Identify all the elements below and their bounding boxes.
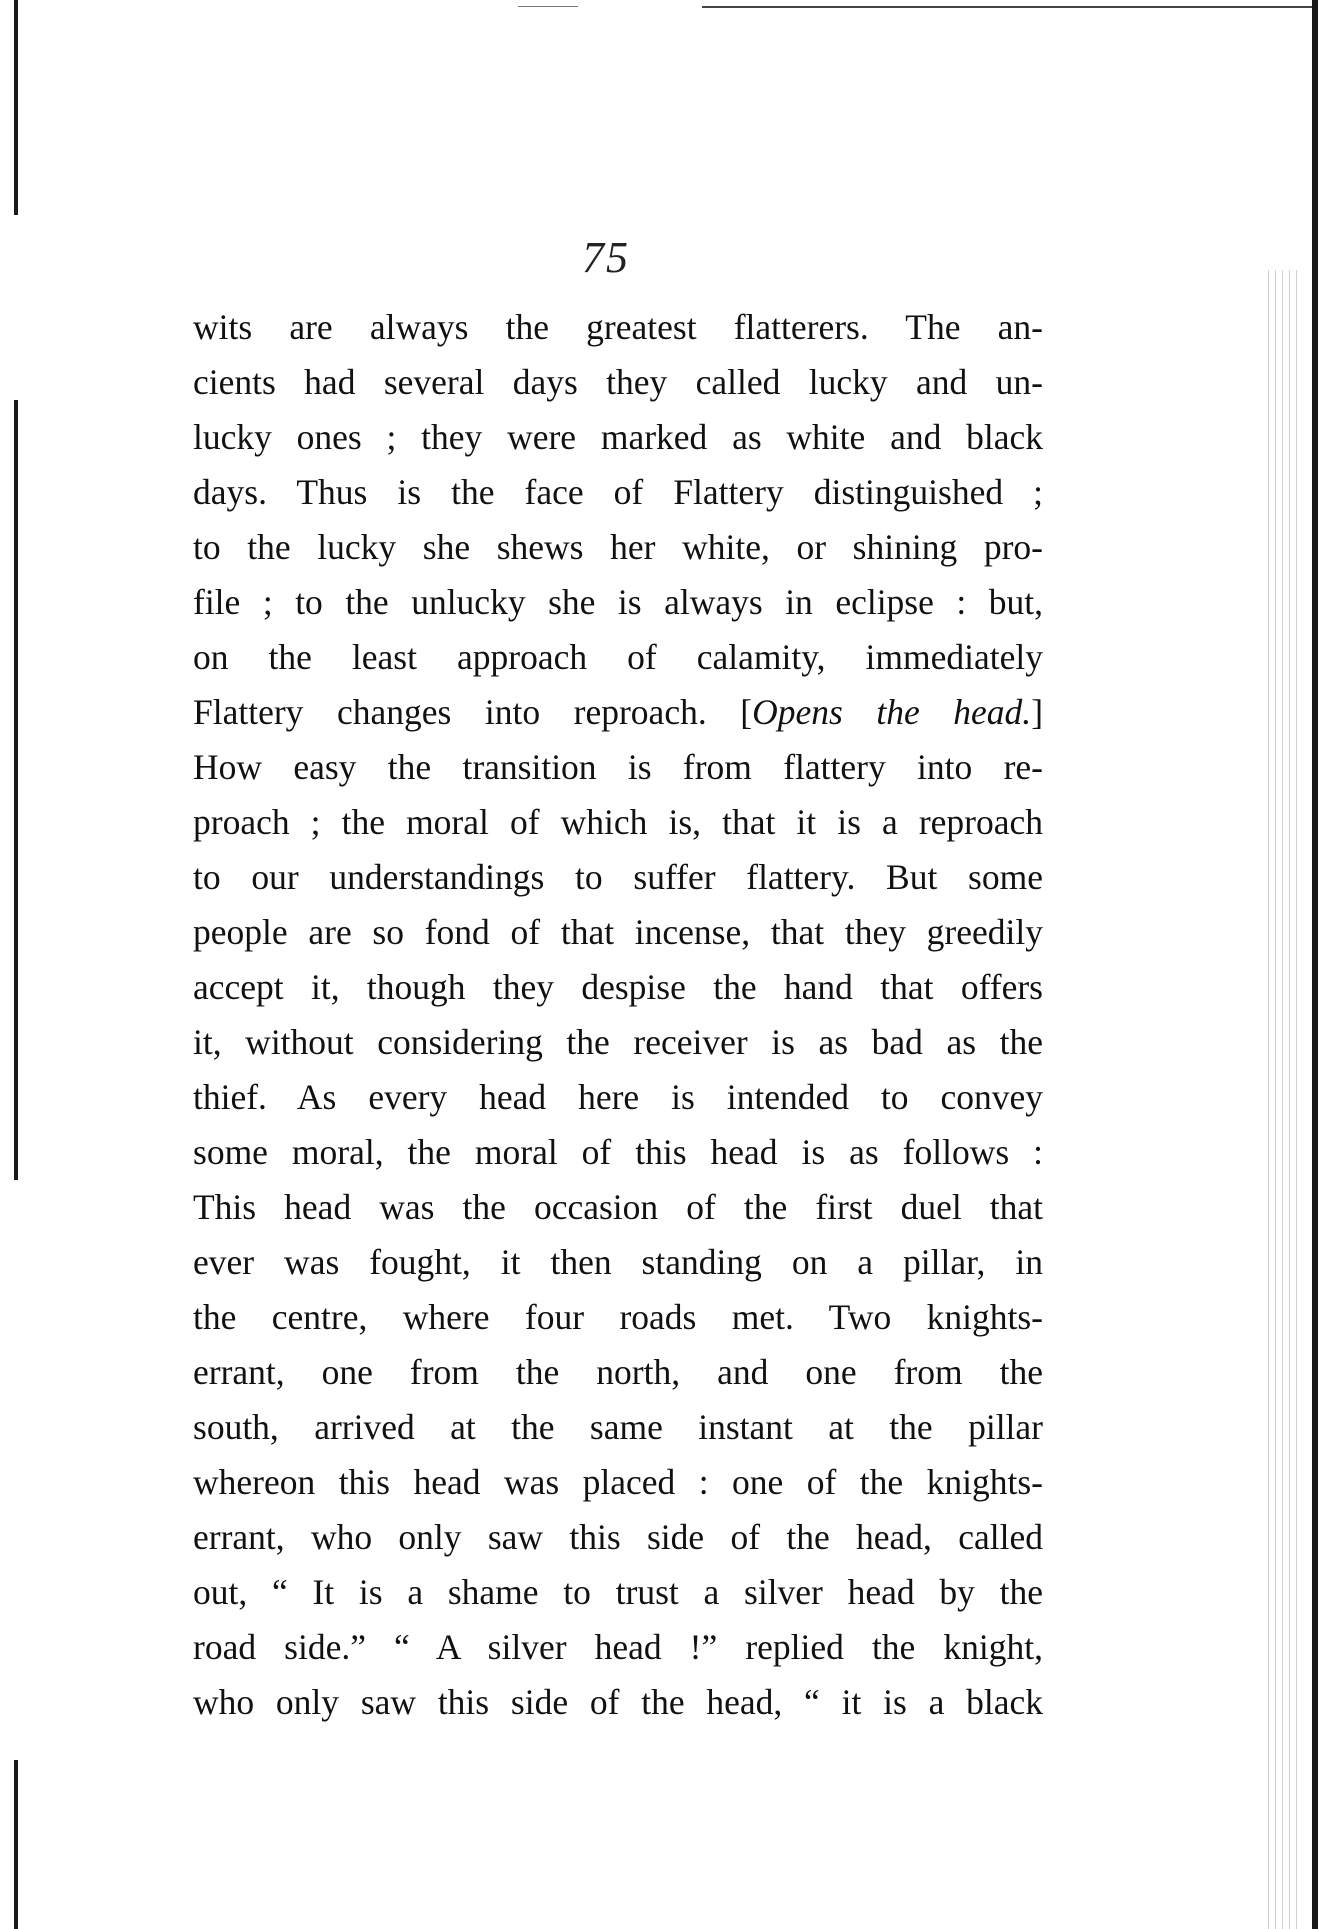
scan-edge-left-top xyxy=(14,0,18,215)
text-line: people are so fond of that incense, that they greedily xyxy=(193,912,1043,952)
text-line: days. Thus is the face of Flattery distinguished ; xyxy=(193,472,1043,512)
text-line: on the least approach of calamity, immediately xyxy=(193,637,1043,677)
text-line: the centre, where four roads met. Two knights- xyxy=(193,1297,1043,1337)
text-line: errant, who only saw this side of the head, called xyxy=(193,1517,1043,1557)
text-line: ever was fought, it then standing on a pillar, in xyxy=(193,1242,1043,1282)
scan-edge-left-bottom xyxy=(14,1760,18,1929)
text-line: wits are always the greatest flatterers. The an- xyxy=(193,307,1043,347)
text-line: How easy the transition is from flattery into re- xyxy=(193,747,1043,787)
scan-page-edge-lines xyxy=(1262,270,1302,1929)
text-line: out, “ It is a shame to trust a silver head by the xyxy=(193,1572,1043,1612)
scan-edge-right xyxy=(1312,0,1318,1929)
text-line: cients had several days they called lucky and un- xyxy=(193,362,1043,402)
text-line: file ; to the unlucky she is always in eclipse : but, xyxy=(193,582,1043,622)
text-line: to the lucky she shews her white, or shining pro- xyxy=(193,527,1043,567)
text-line: some moral, the moral of this head is as follows : xyxy=(193,1132,1043,1172)
text-line-stage-direction xyxy=(193,685,1043,740)
text-line: road side.” “ A silver head !” replied the knight, xyxy=(193,1627,1043,1667)
text-line: proach ; the moral of which is, that it is a reproach xyxy=(193,802,1043,842)
scan-edge-left-middle xyxy=(14,400,18,1180)
text-line: south, arrived at the same instant at the pillar xyxy=(193,1407,1043,1447)
text-line: This head was the occasion of the first duel that xyxy=(193,1187,1043,1227)
text-line: who only saw this side of the head, “ it is a black xyxy=(193,1682,1043,1722)
stage-direction: Opens the head. xyxy=(752,692,1032,732)
text-line: errant, one from the north, and one from the xyxy=(193,1352,1043,1392)
text-line: accept it, though they despise the hand that offers xyxy=(193,967,1043,1007)
text-line: whereon this head was placed : one of the knights- xyxy=(193,1462,1043,1502)
text-line: lucky ones ; they were marked as white and black xyxy=(193,417,1043,457)
page-number: 75 xyxy=(582,233,630,282)
scan-mark-top-left xyxy=(518,6,578,7)
scan-mark-top-rule xyxy=(702,6,1312,8)
body-text xyxy=(193,300,1043,1730)
text-segment: ] xyxy=(1031,692,1044,732)
text-line: to our understandings to suffer flattery. But some xyxy=(193,857,1043,897)
text-segment: Flattery changes into reproach. [ xyxy=(193,692,753,732)
text-line: thief. As every head here is intended to convey xyxy=(193,1077,1043,1117)
text-line: it, without considering the receiver is as bad as the xyxy=(193,1022,1043,1062)
